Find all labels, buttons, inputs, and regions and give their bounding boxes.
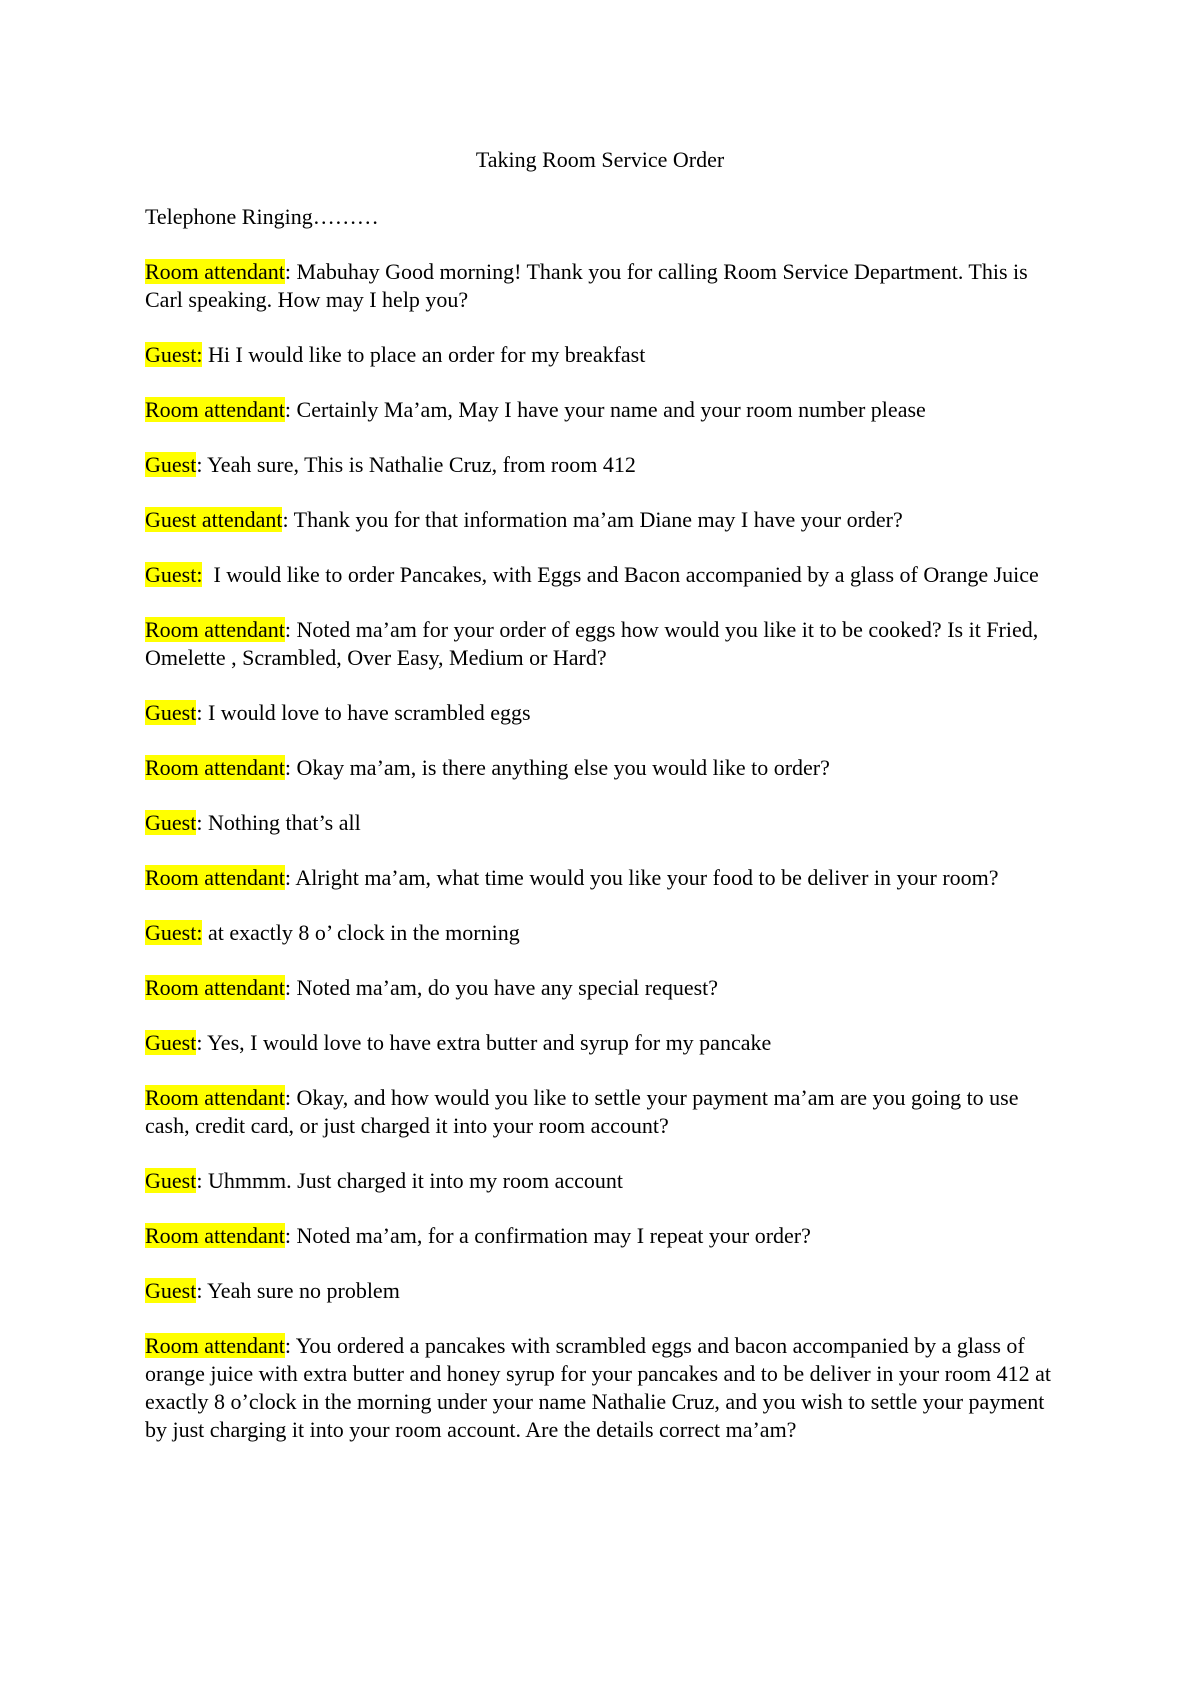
dialogue-text: at exactly 8 o’ clock in the morning: [202, 920, 520, 945]
dialogue-line: [145, 258, 1060, 314]
dialogue-text: : Thank you for that information ma’am Diane may I have your order?: [282, 507, 903, 532]
speaker-label: Guest: [145, 1168, 197, 1193]
speaker-label: Room attendant: [145, 755, 285, 780]
dialogue-text: : Okay ma’am, is there anything else you would like to order?: [284, 755, 830, 780]
speaker-label: Room attendant: [145, 1085, 285, 1110]
document-body: [145, 203, 1060, 1471]
dialogue-line: [145, 396, 1060, 424]
dialogue-text: : Okay, and how would you like to settle your payment ma’am are you going to use cash, credit card, or just charged it into your room account?: [145, 1085, 1019, 1138]
dialogue-text: : Yes, I would love to have extra butter and syrup for my pancake: [196, 1030, 772, 1055]
dialogue-text: : Noted ma’am, do you have any special request?: [284, 975, 719, 1000]
dialogue-line: [145, 864, 1060, 892]
dialogue-text: I would like to order Pancakes, with Eggs and Bacon accompanied by a glass of Orange Juice: [202, 562, 1039, 587]
dialogue-line: [145, 561, 1060, 589]
dialogue-line: [145, 341, 1060, 369]
dialogue-text: : Mabuhay Good morning! Thank you for calling Room Service Department. This is Carl speaking. How may I help you?: [145, 259, 1028, 312]
document-title: Taking Room Service Order: [475, 147, 725, 172]
dialogue-text: : Certainly Ma’am, May I have your name and your room number please: [284, 397, 926, 422]
dialogue-text: : Uhmmm. Just charged it into my room account: [196, 1168, 624, 1193]
speaker-label: Guest: [145, 452, 197, 477]
dialogue-line: [145, 1167, 1060, 1195]
speaker-label: Room attendant: [145, 397, 285, 422]
dialogue-line: [145, 506, 1060, 534]
dialogue-line: [145, 974, 1060, 1002]
speaker-label: Guest: [145, 1278, 197, 1303]
dialogue-text: : I would love to have scrambled eggs: [196, 700, 531, 725]
dialogue-line: [145, 1029, 1060, 1057]
speaker-label: Guest: [145, 1030, 197, 1055]
speaker-label: Guest attendant: [145, 507, 283, 532]
dialogue-line: [145, 1084, 1060, 1140]
speaker-label: Room attendant: [145, 975, 285, 1000]
speaker-label: Room attendant: [145, 865, 285, 890]
dialogue-line: [145, 616, 1060, 672]
dialogue-line: [145, 1332, 1060, 1444]
dialogue-line: [145, 1277, 1060, 1305]
speaker-label: Room attendant: [145, 259, 285, 284]
speaker-label: Guest:: [145, 562, 203, 587]
dialogue-text: : Noted ma’am for your order of eggs how would you like it to be cooked? Is it Fried, Omelette , Scrambled, Over Easy, Medium or Hard?: [145, 617, 1039, 670]
dialogue-text: : Nothing that’s all: [196, 810, 361, 835]
dialogue-text: : Noted ma’am, for a confirmation may I repeat your order?: [284, 1223, 811, 1248]
dialogue-text: Hi I would like to place an order for my breakfast: [202, 342, 646, 367]
dialogue-text: : You ordered a pancakes with scrambled eggs and bacon accompanied by a glass of orange juice with extra butter and honey syrup for your pancakes and to be deliver in your room 412 at exactly 8 o’clock in the morning under your name Nathalie Cruz, and you wish to settle your payment by just charging it into your room account. Are the details correct ma’am?: [145, 1333, 1051, 1442]
speaker-label: Guest:: [145, 342, 203, 367]
dialogue-line: [145, 451, 1060, 479]
dialogue-line: [145, 699, 1060, 727]
speaker-label: Guest: [145, 700, 197, 725]
speaker-label: Room attendant: [145, 1333, 285, 1358]
speaker-label: Guest: [145, 810, 197, 835]
dialogue-line: [145, 919, 1060, 947]
dialogue-line: [145, 754, 1060, 782]
intro-line: Telephone Ringing………: [145, 204, 379, 229]
dialogue-text: : Alright ma’am, what time would you like your food to be deliver in your room?: [284, 865, 999, 890]
dialogue-text: : Yeah sure, This is Nathalie Cruz, from room 412: [196, 452, 636, 477]
speaker-label: Room attendant: [145, 1223, 285, 1248]
dialogue-line: [145, 1222, 1060, 1250]
speaker-label: Room attendant: [145, 617, 285, 642]
speaker-label: Guest:: [145, 920, 203, 945]
dialogue-line: [145, 809, 1060, 837]
dialogue-text: : Yeah sure no problem: [196, 1278, 400, 1303]
